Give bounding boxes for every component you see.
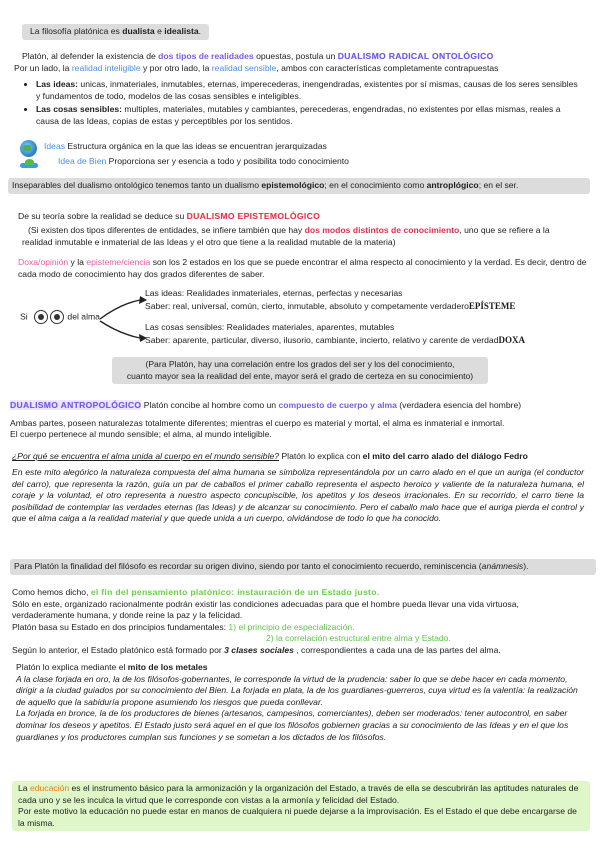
episteme-term: episteme/ciencia [86, 257, 151, 267]
lower-knowledge-line: Saber: aparente, particular, diverso, ilusorio, cambiante, incierto, relativo y carente de verdad [145, 334, 499, 345]
antrop-text-b: (verdadera esencia del hombre) [396, 400, 522, 410]
ideas-hierarchy [20, 140, 592, 168]
principle-2: 2) la correlación estructural entre alma y Estado. [266, 633, 451, 644]
bullet-sensibles [36, 104, 584, 127]
teoria-p2: , uno que se refiere a la realidad inmutable e inmaterial de las Ideas y el otro que tiene a la realidad mutable de la materia) [22, 225, 550, 247]
epistemological-explanation [22, 225, 580, 248]
island-icon [20, 158, 38, 168]
episteme-label: EPÍSTEME [468, 300, 516, 311]
p2-text-e: , ambos con características completamente contrapuestas [276, 62, 499, 73]
doxa-episteme-line [18, 257, 590, 280]
epistemological-dualism-title: DUALISMO EPISTEMOLÓGICO [186, 211, 321, 221]
two-realities-term: dos tipos de realidades [158, 51, 254, 61]
doxa-rest: son los 2 estados en los que se puede encontrar el alma respecto al conocimiento y la verdad. Es decir, dentro de cada modo de conocimiento hay dos grados diferentes de saber. [18, 257, 587, 279]
intro-text: La filosofía platónica es [30, 26, 123, 36]
metals-myth-title: mito de los metales [127, 662, 208, 672]
metals-intro: Platón lo explica mediante el [16, 662, 128, 672]
insep-text-b: ; en el conocimiento como [324, 180, 427, 190]
soul-diagram [0, 288, 600, 350]
bullet-list [22, 79, 584, 129]
antrop-text-a: Platón concibe al hombre como un [141, 400, 279, 410]
correlation-box [112, 357, 488, 384]
upper-ideas-line: Las ideas: Realidades inmateriales, eternas, perfectas y necesarias [145, 288, 403, 298]
education-box [12, 781, 590, 831]
antrop-line-3: El cuerpo pertenece al mundo sensible; el alma, al mundo inteligible. [10, 429, 272, 440]
eye-icon [34, 310, 48, 324]
bullet-text: unicas, inmateriales, inmutables, eternas, imperecederas, inengendradas, existentes por sí mismas, causas de los seres sensibles y fundamentos de todo, modelos de las cosas sensibles e inteligibles. [36, 79, 578, 101]
idea-of-good-text: Proporciona ser y esencia a todo y posibilita todo conocimiento [106, 156, 349, 166]
myth-question-text: ¿Por qué se encuentra el alma unida al cuerpo en el mundo sensible? [12, 451, 280, 461]
insep-text-a: Inseparables del dualismo ontológico tenemos tanto un dualismo [12, 180, 262, 190]
correlation-line-1: (Para Platón, hay una correlación entre los grados del ser y los del conocimiento, [145, 359, 455, 369]
purpose-text-b: ). [523, 561, 529, 571]
p2-text-b: opuestas, postula un [253, 51, 338, 61]
epistemological-term: epistemológico [261, 180, 325, 190]
correlation-line-2: cuanto mayor sea la realidad del ente, mayor será el grado de certeza en su conocimiento) [126, 370, 474, 381]
antrop-line-2: Ambas partes, poseen naturalezas totalmente diferentes; mientras el cuerpo es material y mortal, el alma es inmaterial e inmortal. [10, 417, 505, 428]
bullet-ideas [36, 79, 584, 102]
globe-icon [20, 140, 37, 157]
metals-text-2: La forjada en bronce, la de los productores de bienes (artesanos, campesinos, comerciantes), deben ser moderados: tener autocontrol, en saber dominar los deseos y apetitos. El Estado justo será aquel en el que los filósofos gobiernen gracias a su conocimiento de las Ideas y en el que los guardianes y los productores cumplan sus funciones y se sometan a los dictados de los filósofos. [16, 708, 569, 742]
myth-text: En este mito alegórico la naturaleza compuesta del alma humana se simboliza representándola por un carro alado en el que un auriga (el conductor del carro), que representa la razón, guía un par de caballos el primer caballo representa el aspecto heroico y valiente de la naturaleza humana, el coraje y la voluntad, el otro representa a nuestro aspecto concupiscible, los apetitos y los deseos irracionales. En su recorrido, el carro tiene la posibilidad de contemplar las verdades eternas (las Ideas) y de alcanzar su conocimiento. Pero el caballo malo hace que el auriga pierda el control y que el alma caiga a la realidad material y que quede unida a un cuerpo, olvidándose de todo lo que ha conocido. [12, 467, 584, 524]
anthropological-dualism-title: DUALISMO ANTROPOLÓGICO [10, 400, 142, 410]
state-line-3: Platón basa su Estado en dos principios fundamentales: [12, 621, 229, 632]
idealista-term: idealista [164, 26, 199, 36]
ideas-label: Ideas [44, 141, 66, 151]
myth-question [12, 451, 592, 463]
p2-text-a: Platón, al defender la existencia de [22, 51, 159, 61]
intro-line [14, 24, 592, 40]
del-alma-label: del alma [65, 311, 100, 322]
state-line-4a: Según lo anterior, el Estado platónico está formado por [12, 644, 225, 655]
state-text-a: Como hemos dicho, [12, 587, 91, 597]
body-soul-term: compuesto de cuerpo y alma [278, 400, 397, 410]
doxa-term: Doxa/opinión [18, 257, 69, 267]
lower-things-line: Las cosas sensibles: Realidades materiales, aparentes, mutables [145, 322, 395, 332]
principle-1: 1) el principio de especialización. [228, 621, 355, 632]
eye-icon [50, 310, 64, 324]
anthropological-section [10, 400, 592, 441]
inseparable-box [8, 178, 590, 194]
epistemological-section [18, 211, 592, 223]
purpose-text-a: Para Platón la finalidad del filósofo es recordar su origen divino, siendo por tanto el conocimiento recuerdo, reminiscencia ( [14, 561, 482, 571]
intro-end: . [198, 26, 202, 36]
p2-text-d: y por otro lado, la [140, 62, 212, 73]
ontological-dualism-title: DUALISMO RADICAL ONTOLÓGICO [337, 51, 494, 61]
state-line-4b: , correspondientes a cada una de las partes del alma. [293, 644, 501, 655]
education-term: educación [29, 783, 70, 793]
upper-knowledge-line: Saber: real, universal, común, cierto, inmutable, absoluto y competamente verdadero [145, 300, 469, 311]
purpose-box [10, 559, 596, 575]
bullet-label: Las ideas: [36, 79, 79, 89]
anthropological-term: antroplógico [426, 180, 479, 190]
intro-and: e [154, 26, 165, 36]
si-label: Si [20, 311, 28, 322]
three-classes-term: 3 clases sociales [224, 644, 294, 655]
edu-text-a: La [18, 783, 30, 793]
idea-of-good-label: Idea de Bien [58, 156, 107, 166]
state-section [12, 587, 582, 657]
sensible-term: realidad sensible [211, 62, 277, 73]
dualista-term: dualista [122, 26, 155, 36]
anamnesis-term: anámnesis [481, 561, 524, 571]
metals-section [16, 662, 584, 743]
intro-box [22, 24, 209, 40]
bullet-label: Las cosas sensibles: [36, 104, 122, 115]
intelligible-term: realidad inteligible [71, 62, 141, 73]
bullet-text: multiples, materiales, mutables y cambiantes, perecederas, engendradas, no existentes por ellas mismas, reales a causa de las Ideas, copias de estas y perceptibles por los sentidos. [36, 104, 561, 126]
p2-text-c: Por un lado, la [14, 62, 72, 73]
metals-text-1: A la clase forjada en oro, la de los filósofos-gobernantes, le corresponde la virtud de la prudencia: saber lo que se debe hacer en cada momento, dirigir a la ciudad guiados por su conocimiento del Bien. La forjada en plata, la de los guardianes-guerreros, cuya virtud es la valentía: la realización de aquello que la sabiduría propone asumiendo los riesgos que pueda conllevar. [16, 673, 578, 707]
teoria-text: De su teoría sobre la realidad se deduce su [18, 211, 187, 221]
ontological-paragraph [14, 51, 592, 74]
insep-text-c: ; en el ser. [478, 180, 519, 190]
doxa-label: DOXA [498, 334, 525, 345]
ideas-text: Estructura orgánica en la que las ideas se encuentran jerarquizadas [65, 141, 327, 151]
teoria-p1: (Si existen dos tipos diferentes de entidades, se infiere también que hay [28, 225, 305, 235]
edu-text-b: es el instrumento básico para la armonización y la organización del Estado, a través de ella se descubrirán las aptitudes naturales de cada uno y se les inculca la virtud que le corresponde con vistas a la armonía y felicidad del Estado. [18, 783, 579, 805]
just-state-title: el fin del pensamiento platónico: instauración de un Estado justo. [90, 587, 380, 597]
edu-text-c: Por este motivo la educación no puede estar en manos de cualquiera ni puede dejarse a la improvisación. Es el Estado el que debe encargarse de la misma. [18, 806, 577, 828]
myth-intro: Platón lo explica con [279, 451, 363, 461]
state-line-2: Sólo en este, organizado racionalmente podrán existir las condiciones adecuadas para que el hombre pueda llevar una vida virtuosa, verdaderamente humana, y donde reine la paz y la felicidad. [12, 598, 519, 621]
doxa-and: y la [68, 257, 87, 267]
two-modes-term: dos modos distintos de conocimiento [304, 225, 460, 235]
fedro-myth-title: el mito del carro alado del diálogo Fedro [362, 451, 528, 461]
